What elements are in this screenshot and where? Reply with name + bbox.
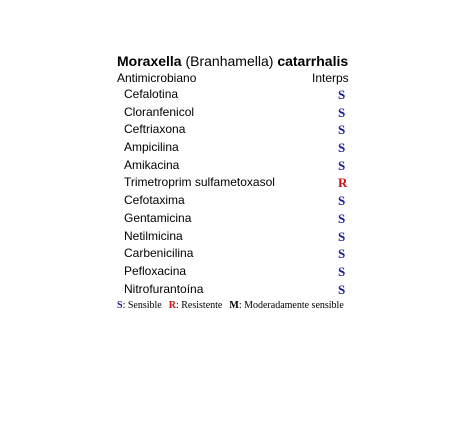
legend-moderado-label: : Moderadamente sensible xyxy=(238,300,344,312)
organism-genus: Moraxella xyxy=(117,53,182,69)
drug-name: Ampicilina xyxy=(124,140,179,155)
drug-name: Cefotaxima xyxy=(124,193,185,208)
legend-resistente-code: R xyxy=(168,300,176,312)
table-row xyxy=(117,104,367,122)
interp-value: S xyxy=(338,87,346,102)
drug-name: Amikacina xyxy=(124,157,180,172)
organism-title xyxy=(117,52,367,70)
table-row xyxy=(117,245,367,263)
interp-value: S xyxy=(338,246,346,262)
table-row xyxy=(117,210,367,228)
interp-value: R xyxy=(338,175,348,191)
results-table xyxy=(117,86,367,298)
legend-moderado-code: M xyxy=(229,300,239,312)
table-row xyxy=(117,263,367,281)
interp-value: S xyxy=(338,193,346,209)
header-antimicrobial: Antimicrobiano xyxy=(117,71,197,85)
drug-name: Carbenicilina xyxy=(124,246,194,261)
susceptibility-report xyxy=(117,52,367,312)
interp-value: S xyxy=(338,140,346,156)
table-row xyxy=(117,192,367,210)
drug-name: Ceftriaxona xyxy=(124,122,186,137)
interp-value: S xyxy=(338,228,346,244)
legend-sensible-label: : Sensible xyxy=(122,300,162,312)
table-row xyxy=(117,281,367,299)
header-interp: Interps xyxy=(312,71,349,85)
table-row xyxy=(117,174,367,192)
legend xyxy=(117,299,367,312)
drug-name: Pefloxacina xyxy=(124,263,187,278)
interp-value: S xyxy=(338,157,346,173)
interp-value: S xyxy=(338,210,346,226)
organism-species: catarrhalis xyxy=(277,53,349,69)
drug-name: Cloranfenicol xyxy=(124,104,195,119)
interp-value: S xyxy=(338,263,346,279)
table-row xyxy=(117,121,367,139)
drug-name: Cefalotina xyxy=(124,87,179,101)
drug-name: Trimetroprim sulfametoxasol xyxy=(124,175,275,190)
table-row xyxy=(117,157,367,175)
table-row xyxy=(117,228,367,246)
table-row xyxy=(117,139,367,157)
drug-name: Gentamicina xyxy=(124,210,192,225)
drug-name: Netilmicina xyxy=(124,228,183,243)
interp-value: S xyxy=(338,281,346,297)
table-row xyxy=(117,86,367,104)
table-header xyxy=(117,70,367,86)
legend-resistente-label: : Resistente xyxy=(175,300,223,312)
interp-value: S xyxy=(338,104,346,120)
organism-subgenus: (Branhamella) xyxy=(185,53,274,69)
legend-sensible-code: S xyxy=(117,300,123,312)
interp-value: S xyxy=(338,122,346,138)
drug-name: Nitrofurantoína xyxy=(124,281,204,296)
